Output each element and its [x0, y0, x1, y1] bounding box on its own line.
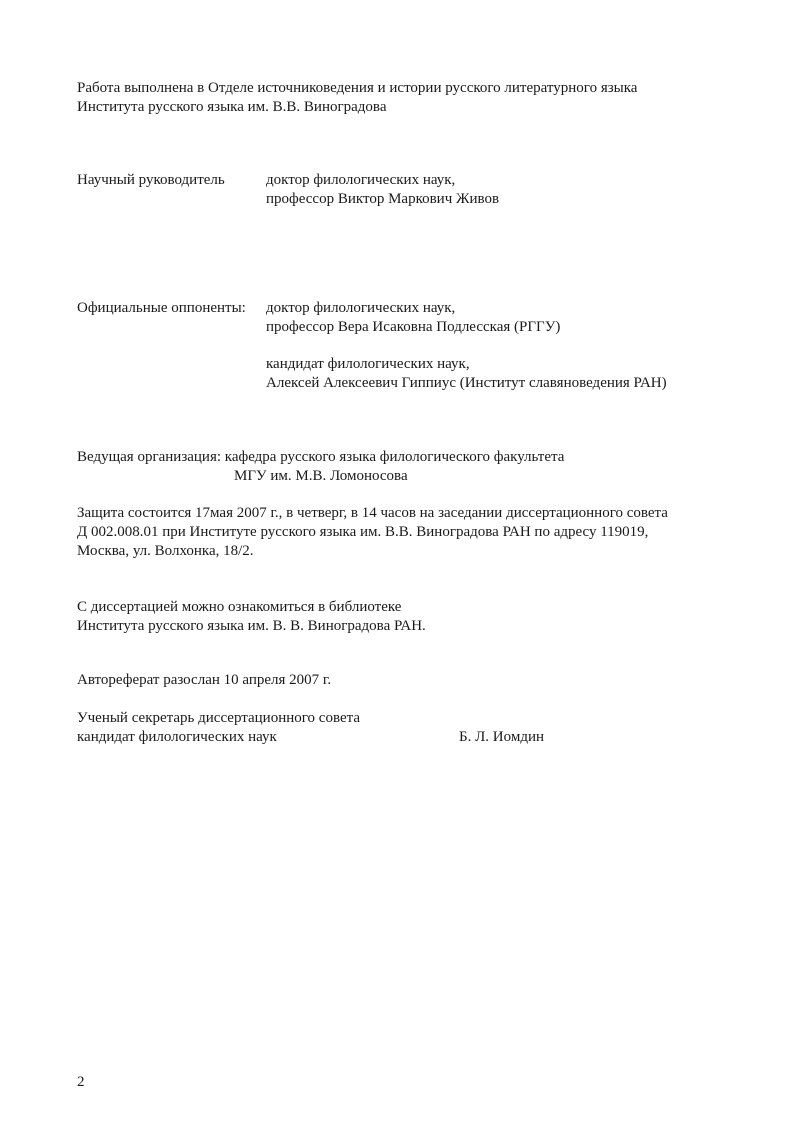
secretary-name: Б. Л. Иомдин: [459, 729, 545, 745]
intro-line-2: Института русского языка им. В.В. Виноградова: [77, 99, 387, 115]
library-line-2: Института русского языка им. В. В. Виноградова РАН.: [77, 618, 426, 634]
secretary-degree: кандидат филологических наук: [77, 729, 277, 745]
defense-line-1: Защита состоится 17мая 2007 г., в четверг, в 14 часов на заседании диссертационного совета: [77, 505, 668, 521]
supervisor-degree: доктор филологических наук,: [266, 172, 456, 188]
leading-org-line-2: МГУ им. М.В. Ломоносова: [234, 468, 408, 484]
opponent-2-name: Алексей Алексеевич Гиппиус (Институт славяноведения РАН): [266, 375, 667, 391]
defense-line-2: Д 002.008.01 при Институте русского языка им. В.В. Виноградова РАН по адресу 119019,: [77, 524, 649, 540]
opponents-label: Официальные оппоненты:: [77, 300, 246, 316]
opponent-2-degree: кандидат филологических наук,: [266, 356, 470, 372]
mailing-date: Автореферат разослан 10 апреля 2007 г.: [77, 672, 332, 688]
leading-org-line-1: Ведущая организация: кафедра русского языка филологического факультета: [77, 449, 565, 465]
defense-line-3: Москва, ул. Волхонка, 18/2.: [77, 543, 254, 559]
intro-line-1: Работа выполнена в Отделе источниковедения и истории русского литературного языка: [77, 80, 638, 96]
opponent-1-degree: доктор филологических наук,: [266, 300, 456, 316]
page-number: 2: [77, 1074, 85, 1090]
library-line-1: С диссертацией можно ознакомиться в библиотеке: [77, 599, 402, 615]
supervisor-name: профессор Виктор Маркович Живов: [266, 191, 500, 207]
secretary-title: Ученый секретарь диссертационного совета: [77, 710, 360, 726]
opponent-1-name: профессор Вера Исаковна Подлесская (РГГУ): [266, 319, 561, 335]
supervisor-label: Научный руководитель: [77, 172, 225, 188]
